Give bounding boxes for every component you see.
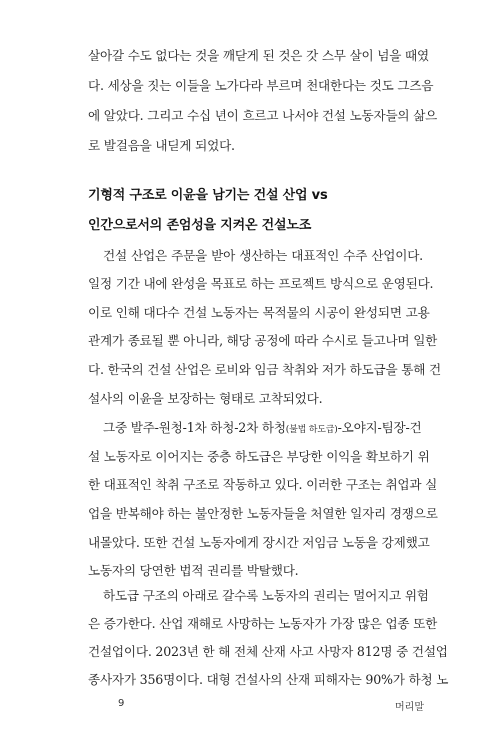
page-number: 9 xyxy=(118,698,125,709)
text-line: 설사의 이윤을 보장하는 형태로 고착되었다. xyxy=(88,391,323,406)
text-segment: 그중 발주-원청-1차 하청-2차 하청 xyxy=(103,420,286,435)
text-line: 관계가 종료될 뿐 아니라, 해당 공정에 따라 수시로 들고나며 일한 xyxy=(88,333,438,348)
text-line: 이로 인해 대다수 건설 노동자는 목적물의 시공이 완성되면 고용 xyxy=(88,305,430,320)
text-line: 노동자의 당연한 법적 권리를 박탈했다. xyxy=(88,563,299,578)
text-line: 다. 한국의 건설 산업은 로비와 임금 착취와 저가 하도급을 통해 건 xyxy=(88,362,441,377)
section-heading: 인간으로서의 존엄성을 지켜온 건설노조 xyxy=(88,218,312,233)
text-line: 하도급 구조의 아래로 갈수록 노동자의 권리는 멀어지고 위험 xyxy=(103,588,429,603)
text-line: 살아갈 수도 없다는 것을 깨닫게 된 것은 갓 스무 살이 넘을 때였 xyxy=(88,48,429,63)
section-heading: 기형적 구조로 이윤을 남기는 건설 산업 vs xyxy=(88,188,328,203)
text-line: 건설업이다. 2023년 한 해 전체 산재 사고 사망자 812명 중 건설업 xyxy=(88,644,448,659)
text-line: 설 노동자로 이어지는 중층 하도급은 부당한 이익을 확보하기 위 xyxy=(88,449,430,464)
running-footer-section: 머리말 xyxy=(395,702,424,713)
text-line xyxy=(103,420,423,438)
text-line: 종사자가 356명이다. 대형 건설사의 산재 피해자는 90%가 하청 노 xyxy=(88,672,449,687)
text-line: 건설 산업은 주문을 받아 생산하는 대표적인 수주 산업이다. xyxy=(103,248,423,263)
text-line: 다. 세상을 짓는 이들을 노가다라 부르며 천대한다는 것도 그즈음 xyxy=(88,78,434,93)
footnote-annotation: (불법 하도급) xyxy=(285,425,338,435)
text-line: 에 알았다. 그리고 수십 년이 흐르고 나서야 건설 노동자들의 삶으 xyxy=(88,108,438,123)
text-line: 업을 반복해야 하는 불안정한 노동자들을 처열한 일자리 경쟁으로 xyxy=(88,506,438,521)
text-segment: -오야지-팀장-건 xyxy=(337,420,422,435)
text-line: 은 증가한다. 산업 재해로 사망하는 노동자가 가장 많은 업종 또한 xyxy=(88,616,438,631)
text-line: 로 발걸음을 내딛게 되었다. xyxy=(88,138,235,153)
text-line: 일정 기간 내에 완성을 목표로 하는 프로젝트 방식으로 운영된다. xyxy=(88,276,434,291)
text-line: 내몰았다. 또한 건설 노동자에게 장시간 저임금 노동을 강제했고 xyxy=(88,535,430,550)
text-line: 한 대표적인 착취 구조로 작동하고 있다. 이러한 구조는 취업과 실 xyxy=(88,477,438,492)
